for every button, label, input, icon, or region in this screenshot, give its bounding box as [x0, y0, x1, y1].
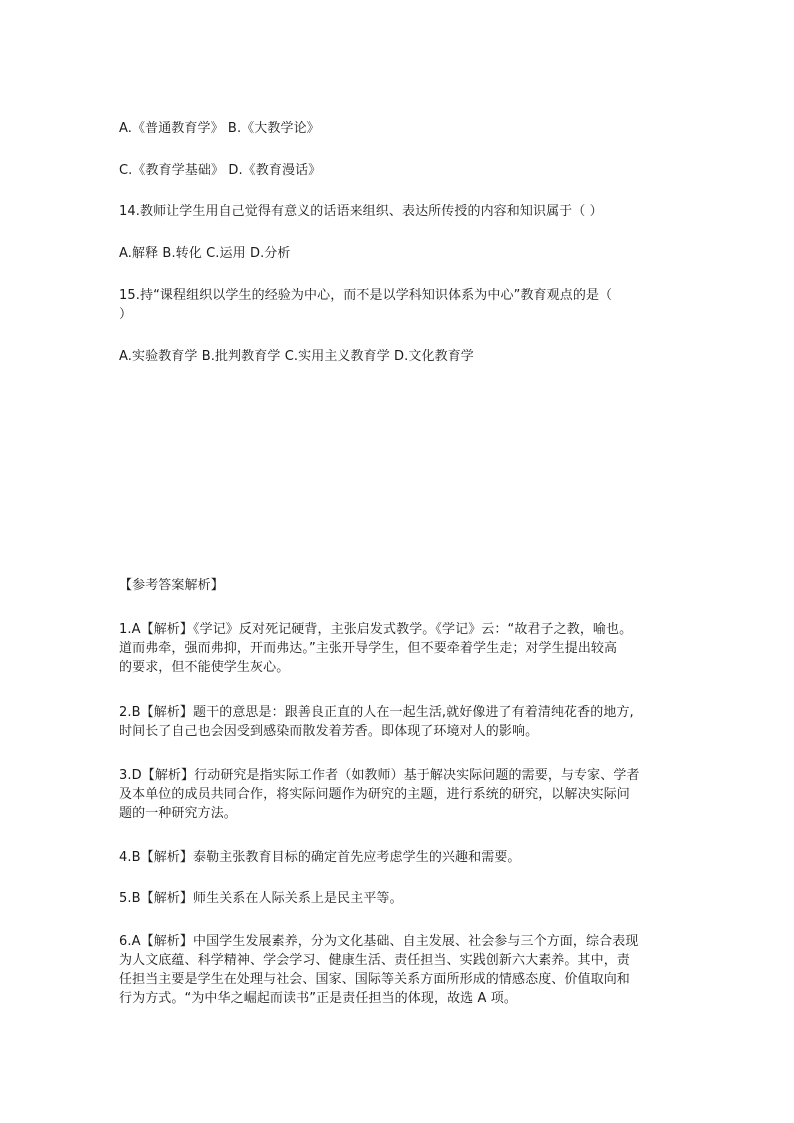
- q13-options-line-1: A.《普通教育学》 B.《大教学论》: [119, 121, 320, 136]
- answer-2-line: 2.B【解析】题干的意思是：跟善良正直的人在一起生活,就好像进了有着清纯花香的地方,: [119, 705, 634, 720]
- answer-1-line: 1.A【解析】《学记》反对死记硬背，主张启发式教学。《学记》云：“故君子之教，喻也。: [119, 622, 633, 637]
- answer-6-line: 任担当主要是学生在处理与社会、国家、国际等关系方面所形成的情感态度、价值取向和: [119, 972, 630, 987]
- answer-3-line: 3.D【解析】行动研究是指实际工作者（如教师）基于解决实际问题的需要，与专家、学者: [119, 768, 640, 783]
- q15-options: A.实验教育学 B.批判教育学 C.实用主义教育学 D.文化教育学: [119, 349, 474, 364]
- q15-stem-line-2: ）: [119, 307, 133, 322]
- answer-6-line: 为人文底蕴、科学精神、学会学习、健康生活、责任担当、实践创新六大素养。其中，责: [119, 953, 630, 968]
- answer-1-line: 道而弗牵，强而弗抑，开而弗达。”主张开导学生，但不要牵着学生走；对学生提出较高: [119, 641, 618, 656]
- q15-stem: [119, 286, 687, 324]
- q13-options-line-2: C.《教育学基础》 D.《教育漫话》: [119, 163, 322, 178]
- q14-options: A.解释 B.转化 C.运用 D.分析: [119, 246, 291, 261]
- answer-6-line: 行为方式。“为中华之崛起而读书”正是责任担当的体现，故选 A 项。: [119, 991, 517, 1006]
- answer-5: 5.B【解析】师生关系在人际关系上是民主平等。: [119, 891, 403, 906]
- answer-2-line: 时间长了自己也会因受到感染而散发着芳香。即体现了环境对人的影响。: [119, 724, 539, 739]
- answer-3: [119, 766, 687, 823]
- answer-1: [119, 620, 687, 677]
- answers-heading: 【参考答案解析】: [119, 578, 224, 593]
- answer-2: [119, 703, 687, 741]
- answer-3-line: 题的一种研究方法。: [119, 806, 237, 821]
- answer-6-line: 6.A【解析】中国学生发展素养，分为文化基础、自主发展、社会参与三个方面，综合表现: [119, 934, 639, 949]
- q15-stem-line-1: 15.持“课程组织以学生的经验为中心，而不是以学科知识体系为中心”教育观点的是（: [119, 288, 613, 303]
- q14-stem: 14.教师让学生用自己觉得有意义的话语来组织、表达所传授的内容和知识属于（ ）: [119, 204, 603, 219]
- answer-1-line: 的要求，但不能使学生灰心。: [119, 660, 290, 675]
- answer-4: 4.B【解析】泰勒主张教育目标的确定首先应考虑学生的兴趣和需要。: [119, 850, 521, 865]
- answer-6: [119, 932, 687, 1008]
- answer-3-line: 及本单位的成员共同合作，将实际问题作为研究的主题，进行系统的研究，以解决实际问: [119, 787, 630, 802]
